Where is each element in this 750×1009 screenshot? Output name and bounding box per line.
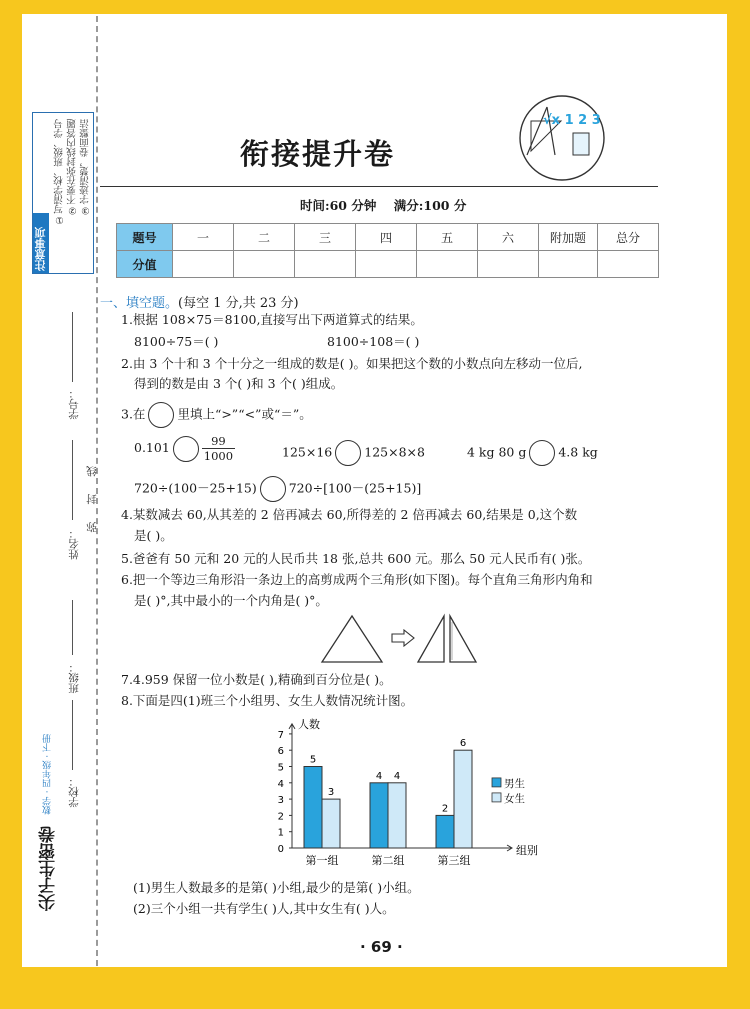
- question-8-2: (2)三个小组一共有学生( )人,其中女生有( )人。: [133, 901, 395, 916]
- y-tick-label: 3: [277, 795, 284, 807]
- arrow-icon: [392, 630, 414, 646]
- score-table-header-row: [117, 224, 659, 251]
- compare-b: [282, 440, 425, 466]
- compare-c-left: 4 kg 80 g: [467, 444, 527, 460]
- y-tick-label: 4: [277, 778, 284, 790]
- x-axis-label: 组别: [516, 844, 538, 857]
- class-label: 班级：: [68, 662, 80, 694]
- student-id-label: 学号：: [68, 388, 80, 420]
- section-heading: [100, 292, 299, 311]
- right-triangle-left: [418, 616, 444, 662]
- bar-girls: [322, 799, 340, 848]
- math-logo: [517, 93, 607, 183]
- seal-char-2: 封: [86, 494, 98, 505]
- score-cell[interactable]: [417, 251, 478, 278]
- y-tick-label: 7: [277, 729, 284, 741]
- question-1b: 8100÷108＝( ): [327, 334, 420, 349]
- score-table-header-cell: 题号: [117, 224, 173, 251]
- page-number: · 69 ·: [360, 938, 403, 956]
- name-field[interactable]: [72, 440, 73, 520]
- score-cell[interactable]: [295, 251, 356, 278]
- score-table-row-label: 分值: [117, 251, 173, 278]
- question-5: 5.爸爸有 50 元和 20 元的人民币共 18 张,总共 600 元。那么 50 元人民币有( )张。: [121, 551, 591, 566]
- category-label: 第一组: [305, 854, 339, 867]
- title-rule: [100, 186, 658, 187]
- question-4-line-1: 4.某数减去 60,从其差的 2 倍再减去 60,所得差的 2 倍再减去 60,结果是 0,这个数: [121, 507, 578, 522]
- score-cell[interactable]: [539, 251, 598, 278]
- score-cell[interactable]: [173, 251, 234, 278]
- score-cell[interactable]: [356, 251, 417, 278]
- question-3-suffix: 里填上“>”“<”或“＝”。: [177, 406, 312, 422]
- question-3-prefix: 3.在: [121, 406, 146, 422]
- question-3: [121, 402, 312, 428]
- score-table-header-cell: 三: [295, 224, 356, 251]
- legend-swatch: [492, 793, 501, 802]
- seal-line: [96, 16, 98, 966]
- score-table-header-cell: 一: [173, 224, 234, 251]
- y-tick-label: 1: [277, 827, 284, 839]
- question-4-line-2: 是( )。: [134, 528, 173, 543]
- y-axis-label: 人数: [298, 717, 320, 731]
- fraction: [202, 434, 235, 463]
- bar-girls: [388, 783, 406, 848]
- compare-a: [134, 434, 235, 463]
- seal-char-1: 线: [86, 466, 98, 477]
- equilateral-triangle: [322, 616, 382, 662]
- bar-boys: [436, 815, 454, 848]
- y-tick-label: 6: [277, 746, 284, 758]
- question-1: 1.根据 108×75＝8100,直接写出下两道算式的结果。: [121, 312, 423, 327]
- triangle-figure: [318, 612, 486, 664]
- exam-info: 时间:60 分钟 满分:100 分: [300, 198, 467, 213]
- score-table-value-row: [117, 251, 659, 278]
- score-table: [116, 223, 659, 278]
- data-label: 4: [393, 770, 401, 782]
- school-label: 学校：: [68, 776, 80, 808]
- compare-d-right: 720÷[100－(25+15)]: [288, 480, 422, 496]
- score-table-header-cell: 六: [478, 224, 539, 251]
- legend-label: 男生: [504, 777, 525, 790]
- bar-girls: [454, 750, 472, 848]
- score-cell[interactable]: [478, 251, 539, 278]
- score-table-header-cell: 附加题: [539, 224, 598, 251]
- section-title: 一、填空题。: [100, 296, 179, 311]
- school-field[interactable]: [72, 700, 73, 770]
- score-table-header-cell: 四: [356, 224, 417, 251]
- notice-box: [32, 112, 94, 274]
- class-field[interactable]: [72, 600, 73, 655]
- compare-b-right: 125×8×8: [364, 444, 425, 460]
- data-label: 3: [327, 787, 335, 799]
- bar-chart: [250, 712, 570, 872]
- question-6-line-1: 6.把一个等边三角形沿一条边上的高剪成两个三角形(如下图)。每个直角三角形内角和: [121, 572, 593, 587]
- score-table-header-cell: 总分: [598, 224, 659, 251]
- question-8-1: (1)男生人数最多的是第( )小组,最少的是第( )小组。: [133, 880, 420, 895]
- page-title: 衔接提升卷: [240, 137, 396, 171]
- right-triangle-right: [450, 616, 476, 662]
- question-7: 7.4.959 保留一位小数是( ),精确到百分位是( )。: [121, 672, 392, 687]
- compare-d: [134, 476, 421, 502]
- compare-c-right: 4.8 kg: [558, 444, 598, 460]
- data-label: 5: [309, 754, 317, 766]
- logo-glyphs: √x 1 2 3: [543, 113, 601, 128]
- answer-circle[interactable]: [260, 476, 286, 502]
- data-label: 2: [441, 803, 449, 815]
- y-tick-label: 2: [277, 811, 284, 823]
- bar-boys: [370, 783, 388, 848]
- score-table-header-cell: 二: [234, 224, 295, 251]
- seal-char-3: 弥: [86, 522, 98, 533]
- question-8: 8.下面是四(1)班三个小组男、女生人数情况统计图。: [121, 693, 414, 708]
- y-tick-label: 0: [277, 844, 284, 855]
- notice-tag-label: 注意事项: [34, 227, 47, 271]
- fraction-numerator: 99: [202, 434, 235, 449]
- brand-label: 尖子生密卷: [39, 826, 59, 911]
- question-2-line-1: 2.由 3 个十和 3 个十分之一组成的数是( )。如果把这个数的小数点向左移动一位后,: [121, 356, 583, 371]
- bar-boys: [304, 767, 322, 849]
- question-6-line-2: 是( )°,其中最小的一个内角是( )°。: [134, 593, 328, 608]
- score-cell[interactable]: [234, 251, 295, 278]
- notice-line-2: ②不要在弥封线内答题: [67, 119, 78, 216]
- compare-a-left: 0.101: [134, 440, 170, 455]
- name-label: 姓名：: [68, 528, 80, 560]
- data-label: 4: [375, 770, 383, 782]
- y-tick-label: 5: [277, 762, 284, 774]
- answer-circle[interactable]: [529, 440, 555, 466]
- question-2-line-2: 得到的数是由 3 个( )和 3 个( )组成。: [134, 376, 344, 391]
- category-label: 第二组: [371, 854, 405, 867]
- student-id-field[interactable]: [72, 312, 73, 382]
- answer-circle[interactable]: [173, 436, 199, 462]
- notice-line-1: ①写清学校、班级、学号: [54, 119, 65, 225]
- subject-label: 数学 · 四年级 · 下册: [43, 734, 53, 815]
- compare-d-left: 720÷(100－25+15): [134, 480, 257, 496]
- answer-circle[interactable]: [148, 402, 174, 428]
- fraction-denominator: 1000: [203, 449, 234, 463]
- score-table-header-cell: 五: [417, 224, 478, 251]
- score-cell[interactable]: [598, 251, 659, 278]
- compare-c: [467, 440, 598, 466]
- legend-label: 女生: [504, 792, 525, 805]
- question-1a: 8100÷75＝( ): [134, 334, 219, 349]
- legend-swatch: [492, 778, 501, 787]
- data-label: 6: [459, 738, 467, 750]
- category-label: 第三组: [437, 854, 471, 867]
- section-note: (每空 1 分,共 23 分): [178, 296, 299, 311]
- compare-b-left: 125×16: [282, 444, 333, 460]
- answer-circle[interactable]: [335, 440, 361, 466]
- notice-line-3: ③字迹清楚，卷面整洁: [80, 119, 91, 216]
